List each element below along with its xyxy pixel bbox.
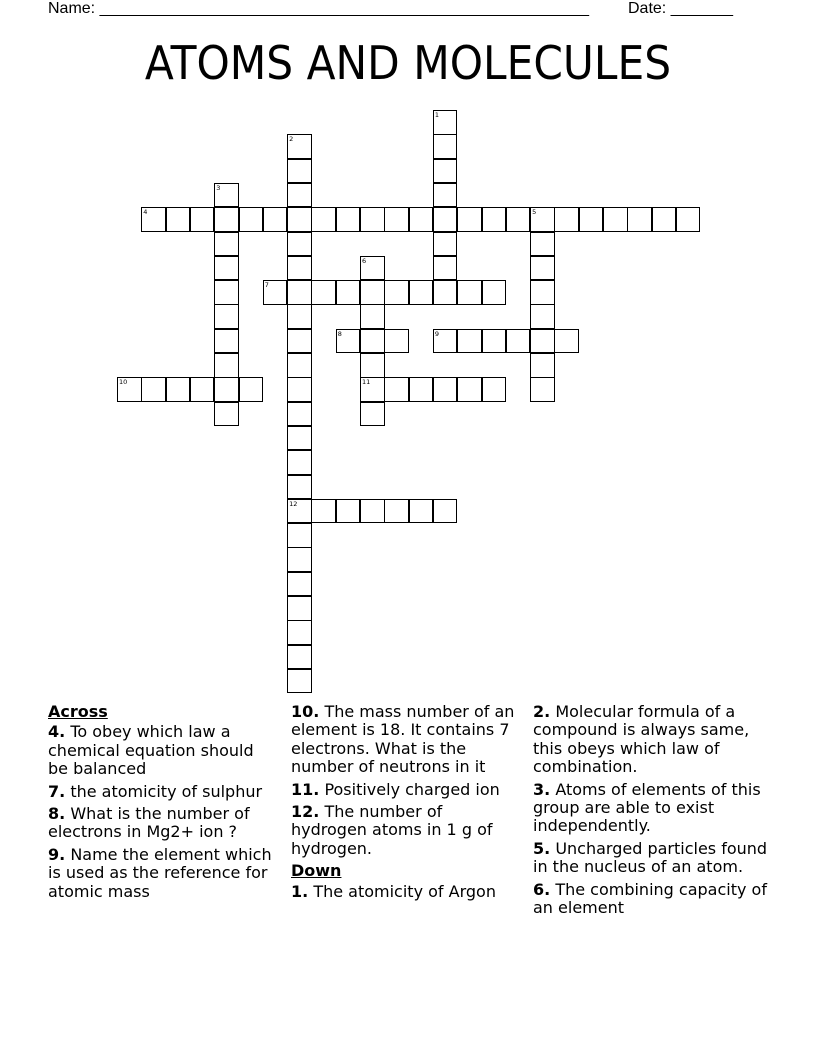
clue-text: The mass number of an element is 18. It contains 7 electrons. What is the number of neutrons in it <box>291 702 515 777</box>
clue-text: Uncharged particles found in the nucleus of an atom. <box>533 838 768 877</box>
clue-item <box>291 703 523 777</box>
grid-cell[interactable] <box>287 523 312 548</box>
grid-cell[interactable] <box>360 304 385 329</box>
clue-item <box>48 846 276 901</box>
grid-cell[interactable] <box>433 499 458 524</box>
grid-cell[interactable] <box>287 232 312 257</box>
grid-cell[interactable] <box>457 377 482 402</box>
grid-cell[interactable] <box>409 280 434 305</box>
grid-cell[interactable] <box>287 402 312 427</box>
grid-cell[interactable] <box>384 280 409 305</box>
grid-cell[interactable] <box>141 377 166 402</box>
grid-cell[interactable] <box>360 353 385 378</box>
grid-cell[interactable] <box>457 207 482 232</box>
grid-cell[interactable] <box>287 547 312 572</box>
grid-cell[interactable] <box>627 207 652 232</box>
grid-cell[interactable] <box>287 159 312 184</box>
clue-section-heading: Down <box>291 861 342 881</box>
clue-item <box>48 783 276 801</box>
grid-cell[interactable] <box>287 304 312 329</box>
clue-column-2 <box>291 703 523 905</box>
grid-cell[interactable] <box>287 669 312 694</box>
grid-cell[interactable] <box>214 256 239 281</box>
grid-cell[interactable] <box>287 426 312 451</box>
grid-cell[interactable] <box>287 620 312 645</box>
grid-cell[interactable] <box>433 207 458 232</box>
clue-text: Positively charged ion <box>324 779 500 799</box>
grid-cell[interactable] <box>190 377 215 402</box>
clue-text: Name the element which is used as the reference for atomic mass <box>48 844 272 901</box>
grid-cell[interactable] <box>287 450 312 475</box>
clue-item <box>533 840 769 877</box>
clue-text: the atomicity of sulphur <box>70 781 263 801</box>
clue-column-3 <box>533 703 769 921</box>
grid-cell[interactable] <box>287 280 312 305</box>
grid-cell[interactable] <box>433 232 458 257</box>
grid-cell-number: 12 <box>289 499 298 508</box>
clue-text: Atoms of elements of this group are able to exist independently. <box>533 779 761 836</box>
grid-cell[interactable] <box>287 256 312 281</box>
grid-cell[interactable] <box>530 377 555 402</box>
grid-cell[interactable] <box>457 280 482 305</box>
grid-cell[interactable] <box>287 572 312 597</box>
grid-cell[interactable] <box>409 499 434 524</box>
clue-item <box>533 703 769 777</box>
grid-cell[interactable] <box>384 207 409 232</box>
grid-cell-number: 7 <box>264 281 269 290</box>
clue-item <box>533 781 769 836</box>
grid-cell[interactable] <box>360 280 385 305</box>
grid-cell-number: 9 <box>434 329 440 338</box>
grid-cell-number: 10 <box>119 378 128 387</box>
clue-number: 8. <box>48 804 66 824</box>
clue-column-1 <box>48 703 276 905</box>
grid-cell[interactable] <box>287 329 312 354</box>
grid-cell[interactable] <box>482 377 507 402</box>
grid-cell[interactable] <box>263 207 288 232</box>
clue-number: 12. <box>291 802 320 822</box>
grid-cell-number: 5 <box>532 208 537 217</box>
clue-number: 4. <box>48 722 66 742</box>
grid-cell[interactable] <box>287 207 312 232</box>
grid-cell[interactable] <box>384 377 409 402</box>
grid-cell[interactable] <box>530 232 555 257</box>
grid-cell[interactable] <box>360 207 385 232</box>
grid-cell[interactable] <box>433 256 458 281</box>
grid-cell[interactable] <box>530 304 555 329</box>
grid-cell[interactable] <box>652 207 677 232</box>
grid-cell[interactable] <box>311 499 336 524</box>
clue-number: 5. <box>533 838 551 858</box>
grid-cell[interactable] <box>190 207 215 232</box>
puzzle-title: ATOMS AND MOLECULES <box>144 36 672 90</box>
grid-cell[interactable] <box>239 377 264 402</box>
clue-text: To obey which law a chemical equation should be balanced <box>48 722 254 779</box>
clue-item <box>533 881 769 918</box>
grid-cell-number: 4 <box>143 208 148 217</box>
grid-cell[interactable] <box>287 645 312 670</box>
clue-text: The atomicity of Argon <box>313 881 496 901</box>
clue-text: The combining capacity of an element <box>533 879 767 918</box>
grid-cell[interactable] <box>433 134 458 159</box>
grid-cell[interactable] <box>554 329 579 354</box>
grid-cell-number: 11 <box>362 378 371 387</box>
grid-cell[interactable] <box>554 207 579 232</box>
clue-number: 10. <box>291 702 320 721</box>
grid-cell[interactable] <box>676 207 701 232</box>
grid-cell[interactable] <box>287 377 312 402</box>
clue-number: 9. <box>48 844 66 864</box>
grid-cell[interactable] <box>482 280 507 305</box>
name-field-line: Name: _______________________________________________________ <box>48 0 589 17</box>
grid-cell[interactable] <box>384 499 409 524</box>
grid-cell[interactable] <box>239 207 264 232</box>
grid-cell[interactable] <box>384 329 409 354</box>
grid-cell[interactable] <box>287 475 312 500</box>
grid-cell[interactable] <box>311 207 336 232</box>
clue-number: 6. <box>533 879 551 899</box>
grid-cell[interactable] <box>214 207 239 232</box>
grid-cell[interactable] <box>530 329 555 354</box>
grid-cell[interactable] <box>603 207 628 232</box>
grid-cell-number: 1 <box>434 111 440 119</box>
grid-cell[interactable] <box>457 329 482 354</box>
grid-cell[interactable] <box>506 207 531 232</box>
clue-number: 11. <box>291 779 320 799</box>
clue-section-heading: Across <box>48 702 108 721</box>
grid-cell[interactable] <box>579 207 604 232</box>
grid-cell[interactable] <box>482 329 507 354</box>
grid-cell[interactable] <box>214 304 239 329</box>
clue-text: The number of hydrogen atoms in 1 g of hydrogen. <box>291 802 493 858</box>
grid-cell[interactable] <box>287 596 312 621</box>
grid-cell-number: 6 <box>362 256 367 265</box>
clue-item <box>291 803 523 858</box>
grid-cell[interactable] <box>530 353 555 378</box>
clue-text: Molecular formula of a compound is always same, this obeys which law of combination. <box>533 702 750 777</box>
grid-cell-number: 3 <box>216 183 221 192</box>
clue-number: 2. <box>533 702 551 721</box>
clue-number: 1. <box>291 881 309 901</box>
grid-cell[interactable] <box>311 280 336 305</box>
grid-cell[interactable] <box>214 377 239 402</box>
grid-cell[interactable] <box>214 353 239 378</box>
grid-cell[interactable] <box>336 207 361 232</box>
grid-cell[interactable] <box>214 329 239 354</box>
grid-cell[interactable] <box>287 183 312 208</box>
grid-cell[interactable] <box>166 207 191 232</box>
date-field-line: Date: _______ <box>628 0 733 17</box>
grid-cell-number: 8 <box>337 329 342 338</box>
grid-cell[interactable] <box>409 377 434 402</box>
grid-cell[interactable] <box>360 499 385 524</box>
grid-cell[interactable] <box>433 377 458 402</box>
grid-cell[interactable] <box>287 353 312 378</box>
grid-cell[interactable] <box>482 207 507 232</box>
clue-item <box>291 883 523 901</box>
grid-cell[interactable] <box>530 256 555 281</box>
clue-item <box>48 805 276 842</box>
grid-cell[interactable] <box>336 499 361 524</box>
grid-cell[interactable] <box>506 329 531 354</box>
grid-cell[interactable] <box>214 402 239 427</box>
clue-item <box>48 723 276 778</box>
grid-cell[interactable] <box>360 402 385 427</box>
grid-cell[interactable] <box>360 329 385 354</box>
grid-cell[interactable] <box>433 159 458 184</box>
grid-cell[interactable] <box>214 232 239 257</box>
clue-text: What is the number of electrons in Mg2+ ion ? <box>48 804 250 842</box>
grid-cell[interactable] <box>336 280 361 305</box>
grid-cell[interactable] <box>214 280 239 305</box>
grid-cell[interactable] <box>530 280 555 305</box>
clue-number: 3. <box>533 779 551 799</box>
grid-cell-number: 2 <box>289 135 294 144</box>
clue-number: 7. <box>48 781 66 801</box>
grid-cell[interactable] <box>409 207 434 232</box>
grid-cell[interactable] <box>433 183 458 208</box>
grid-cell[interactable] <box>166 377 191 402</box>
grid-cell[interactable] <box>433 280 458 305</box>
clue-item <box>291 781 523 799</box>
